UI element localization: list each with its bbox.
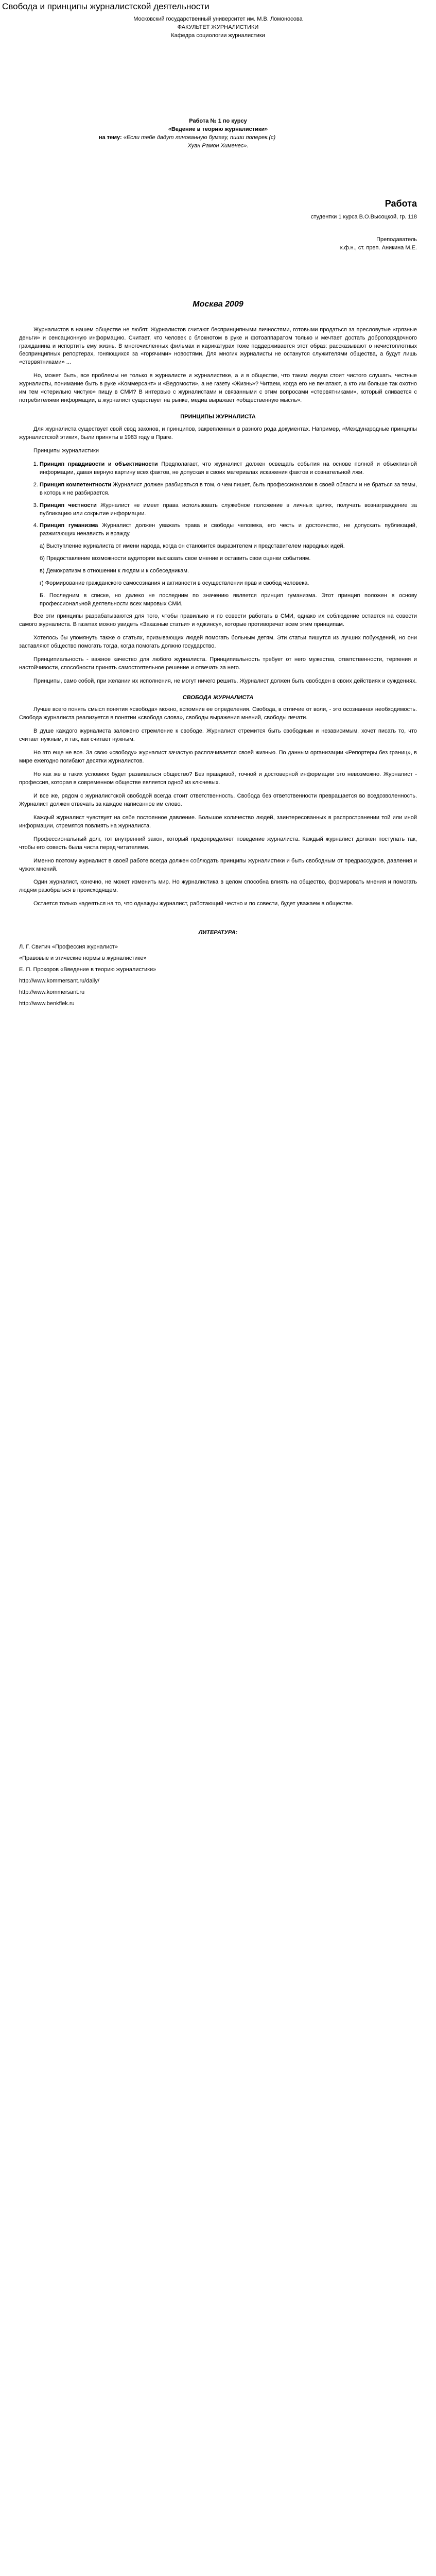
principles-intro: Для журналиста существует свой свод законов, и принципов, закрепленных в разного рода документах. Например, «Международные принципы журналистской этики», были приняты в 1983 году в Праге. [19,426,417,440]
principle-name: Принцип гуманизма [40,522,98,529]
principle-name: Принцип правдивости и объективности [40,461,158,467]
freedom-paragraph: Но как же в таких условиях будет развиваться общество? Без правдивой, точной и достоверной информации это невозможно. Журналист - профессия, которая в современном обществе является одной из ключевых. [19,771,417,786]
body-paragraph: Принципиальность - важное качество для любого журналиста. Принципиальность требует от него мужества, ответственности, терпения и настойчивости, способности принять самостоятельное решение и отвечать за него. [19,656,417,671]
principle-text: Журналист не имеет права использовать служебное положение в личных целях, получать вознаграждение за публикацию или сокрытие информации. [40,502,417,517]
student-info: студентки 1 курса В.О.Высоцкой, гр. 118 [310,213,417,220]
intro-paragraph: Журналистов в нашем обществе не любят. Журналистов считают беспринципными личностями, готовыми продаться за пресловутые «грязные деньги» и сенсационную информацию. Считает, что человек с блокнотом в руке и фотоаппаратом только и мечтает достать добропорядочного гражданина и испортить ему жизнь. В многочисленных фильмах и карикатурах тоже поддерживается этот образ: рассказывают о нечистоплотных беспринципных репортерах, гоняющихся за «горячими» новостями. Для многих журналисты не останутся служителями общества, а будут лишь «стервятниками» ... [19,326,417,366]
intro-paragraph: Но, может быть, все проблемы не только в журналисте и журналистике, а и в обществе, что таким людям стоит чистого слушать, честные журналисты, понимание быть в руке «Коммерсант» и «Ведомости», а не газету «Жизнь»? Читаем, когда его не печатают, а кто им больше так охотно им тем «стерильно чистую» пищу в СМИ? В интервью с журналистами и связанными с этим вопросами «стервятниками», который сливается с потребителями информации, а журналист существует на рынке, медиа выражает «общественную мысль». [19,372,417,404]
city-year: Москва 2009 [193,300,243,309]
department-name: Кафедра социологии журналистики [171,32,265,39]
freedom-paragraph: Остается только надеяться на то, что однажды журналист, работающий честно и по совести, будет уважаем в обществе. [33,901,354,907]
page-title: Свобода и принципы журналистской деятельности [2,2,210,11]
literature-item: «Правовые и этические нормы в журналистике» [19,955,147,962]
freedom-paragraph: Именно поэтому журналист в своей работе всегда должен соблюдать принципы журналистики и быть свободным от предрассудков, давления и чужих мнений. [19,857,417,872]
principle-text: Журналист должен разбираться в том, о чем пишет, быть профессионалом в своей области и не браться за темы, в которых не разбирается. [40,481,417,496]
sub-point: а) Выступление журналиста от имени народа, когда он становится выразителем и представителем народных идей. [40,543,345,550]
body-paragraph: Все эти принципы разрабатываются для того, чтобы правильно и по совести работать в СМИ, однако их соблюдение остается на совести самого журналиста. В газетах можно увидеть «Заказные статьи» и «джинсу», которые противоречат всем этим принципам. [19,613,417,628]
course-name: «Ведение в теорию журналистики» [168,126,268,132]
body-paragraph: Хотелось бы упомянуть также о статьях, призывающих людей помогать больным детям. Эти статьи пишутся из лучших побуждений, но они заставляют общество помогать тогда, когда помогать должно государство. [19,634,417,649]
principle-item [40,522,417,538]
faculty-name: ФАКУЛЬТЕТ ЖУРНАЛИСТИКИ [177,24,259,30]
freedom-heading: СВОБОДА ЖУРНАЛИСТА [182,694,254,701]
freedom-paragraph: В душе каждого журналиста заложено стремление к свободе. Журналист стремится быть свободным и независимым, хочет писать то, что считает нужным, и так, как считает нужным. [19,728,417,743]
freedom-paragraph: И все же, рядом с журналистской свободой всегда стоит ответственность. Свобода без ответственности превращается во вседозволенность. Журналист должен отвечать за каждое написанное им слово. [19,792,417,807]
work-word: Работа [385,198,417,209]
principle-text: Журналист должен уважать права и свободы человека, его честь и достоинство, не допускать публикаций, разжигающих ненависть и вражду. [40,522,417,537]
literature-item: Л. Г. Свитич «Профессия журналист» [19,944,118,951]
literature-link[interactable]: http://www.benkflek.ru [19,1000,75,1007]
document-body [0,15,436,1042]
teacher-label: Преподаватель [376,236,417,243]
freedom-paragraph: Лучше всего понять смысл понятия «свобода» можно, вспомнив ее определения. Свобода, в отличие от воли, - это осознанная необходимость. Свобода журналиста реализуется в понятии «свобода слова», свободы выражения мнений, свободы печати. [19,706,417,721]
sub-point: в) Демократизм в отношении к людям и к собеседникам. [40,568,189,574]
freedom-paragraph: Но это еще не все. За свою «свободу» журналист зачастую расплачивается своей жизнью. По данным организации «Репортеры без границ», в мире ежегодно погибают десятки журналистов. [19,750,417,765]
topic-label: на тему: [98,134,122,141]
principle-text: Предполагает, что журналист должен освещать события на основе полной и объективной информации, давая верную картину всех фактов, не допуская в своих материалах искажения фактов и сознательной лжи. [40,461,417,476]
principle-item [40,461,417,477]
literature-link[interactable]: http://www.kommersant.ru [19,989,85,995]
sub-point: г) Формирование гражданского самосознания и активности в осуществлении прав и свобод человека. [40,580,309,587]
principles-label: Принципы журналистики [33,447,99,454]
work-topic [0,134,417,142]
teacher-name: к.ф.н., ст. преп. Аникина М.Е. [340,244,417,251]
topic-text: «Если тебе дадут линованную бумагу, пиши поперек.(с) [123,134,276,141]
work-number: Работа № 1 по курсу [189,117,247,124]
literature-item: Е. П. Прохоров «Введение в теорию журналистики» [19,967,156,973]
title-header [84,15,352,40]
literature-link[interactable]: http://www.kommersant.ru/daily/ [19,978,99,985]
sub-point: Б. Последним в списке, но далеко не последним по значению является принцип гуманизма. Этот принцип положен в основу профессиональной деятельности всех мировых СМИ. [40,592,417,607]
principle-name: Принцип честности [40,502,97,509]
body-paragraph: Принципы, само собой, при желании их исполнения, не могут ничего решить. Журналист должен быть свободен в своих действиях и суждениях. [33,677,417,684]
principle-item [40,481,417,498]
principles-heading: ПРИНЦИПЫ ЖУРНАЛИСТА [180,414,256,420]
sub-point: б) Предоставление возможности аудитории высказать свое мнение и оставить свои оценки событиям. [40,555,311,562]
freedom-paragraph: Один журналист, конечно, не может изменить мир. Но журналистика в целом способна влиять на общество, формировать мнения и помогать людям разобраться в происходящем. [19,879,417,894]
principle-name: Принцип компетентности [40,481,112,488]
principle-item [40,502,417,518]
freedom-paragraph: Каждый журналист чувствует на себе постоянное давление. Большое количество людей, заинтересованных в распространении той или иной информации, стремятся повлиять на журналиста. [19,814,417,829]
freedom-paragraph: Профессиональный долг, тот внутренний закон, который предопределяет поведение журналиста. Каждый журналист должен поступать так, чтобы его совесть была чиста перед читателями. [19,836,417,851]
literature-heading: ЛИТЕРАТУРА: [198,929,238,936]
topic-author: Хуан Рамон Хименес». [187,142,249,149]
principles-list [40,461,417,539]
university-name: Московский государственный университет им. М.В. Ломоносова [133,16,303,22]
